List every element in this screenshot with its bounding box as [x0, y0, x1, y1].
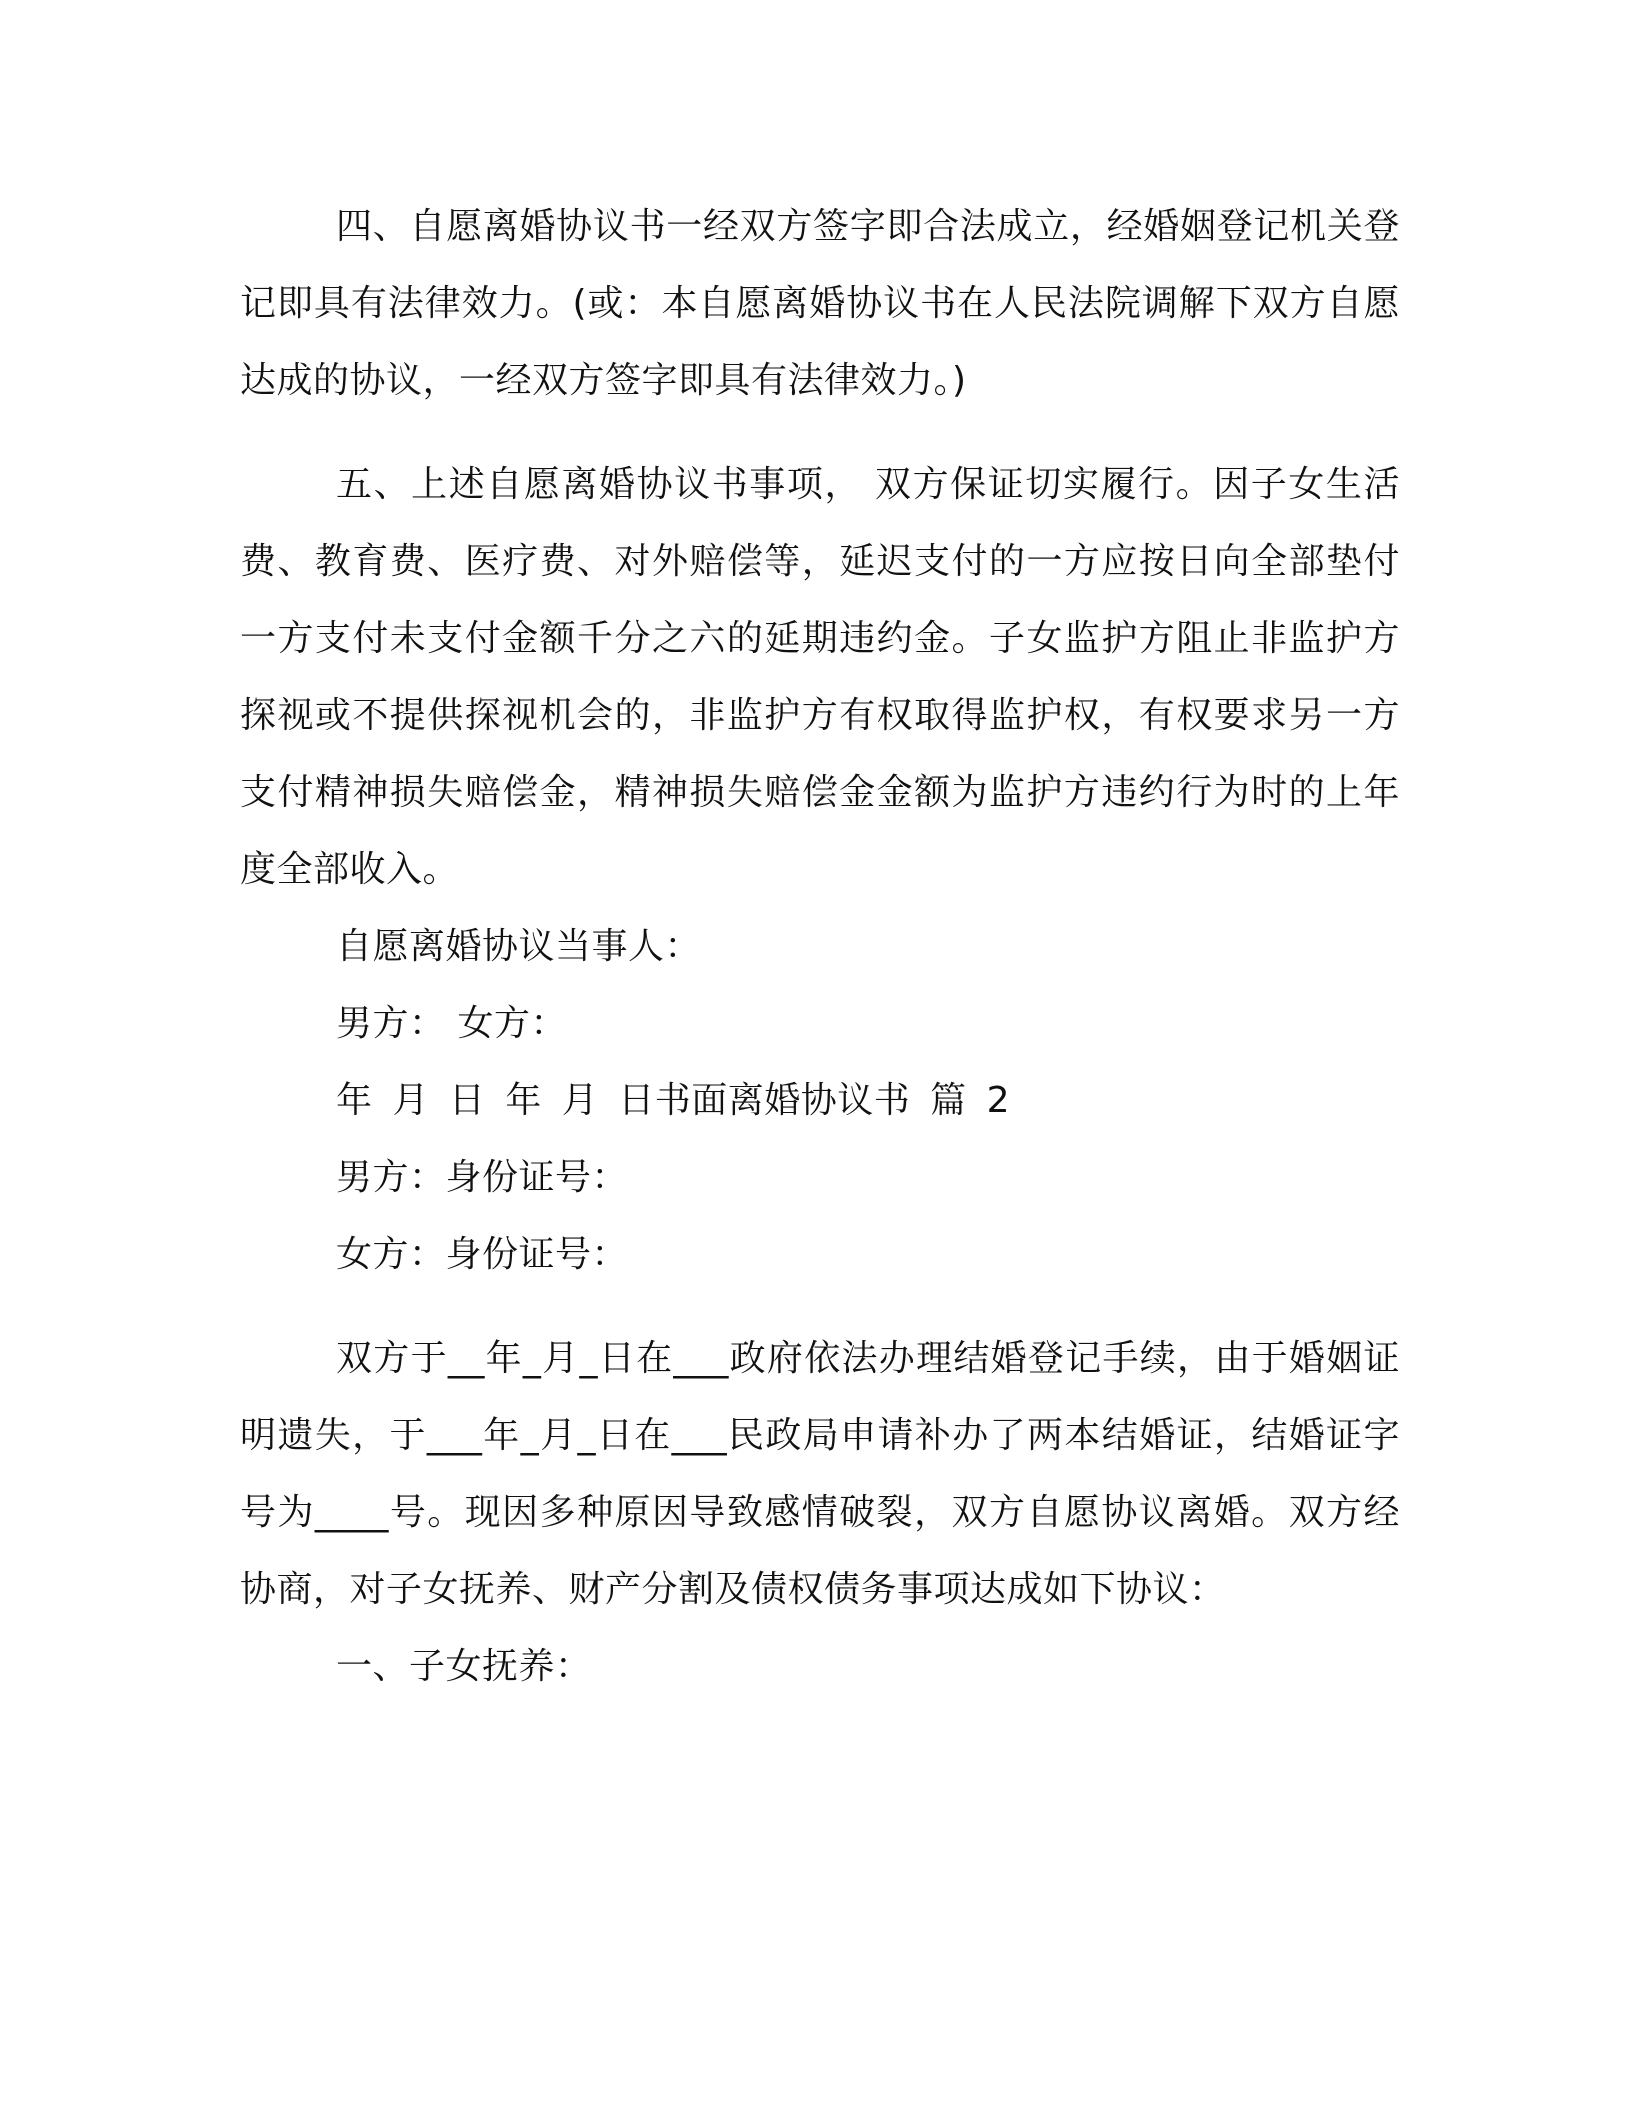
document-body: [240, 188, 1400, 1705]
intro-paragraph: 双方于__年_月_日在___政府依法办理结婚登记手续，由于婚姻证明遗失，于___年_月_日在___民政局申请补办了两本结婚证，结婚证字号为____号。现因多种原因导致感情破裂，双方自愿协议离婚。双方经协商，对子女抚养、财产分割及债权债务事项达成如下协议：: [240, 1338, 1400, 1610]
clause-four-paragraph: 四、自愿离婚协议书一经双方签字即合法成立，经婚姻登记机关登记即具有法律效力。(或：本自愿离婚协议书在人民法院调解下双方自愿达成的协议，一经双方签字即具有法律效力。): [240, 206, 1400, 401]
male-id-line: 男方：身份证号：: [336, 1157, 629, 1198]
section-one-heading: 一、子女抚养：: [336, 1646, 592, 1687]
female-id-line: 女方：身份证号：: [336, 1234, 629, 1275]
clause-five-paragraph: 五、上述自愿离婚协议书事项， 双方保证切实履行。因子女生活费、教育费、医疗费、对外赔偿等，延迟支付的一方应按日向全部垫付一方支付未支付金额千分之六的延期违约金。子女监护方阻止非监护方探视或不提供探视机会的，非监护方有权取得监护权，有权要求另一方支付精神损失赔偿金，精神损失赔偿金金额为监护方违约行为时的上年度全部收入。: [240, 464, 1400, 890]
signature-line: 男方： 女方：: [336, 1003, 567, 1044]
date-and-section-title: 年 月 日 年 月 日书面离婚协议书 篇 2: [336, 1080, 1011, 1121]
parties-label: 自愿离婚协议当事人：: [336, 926, 702, 967]
